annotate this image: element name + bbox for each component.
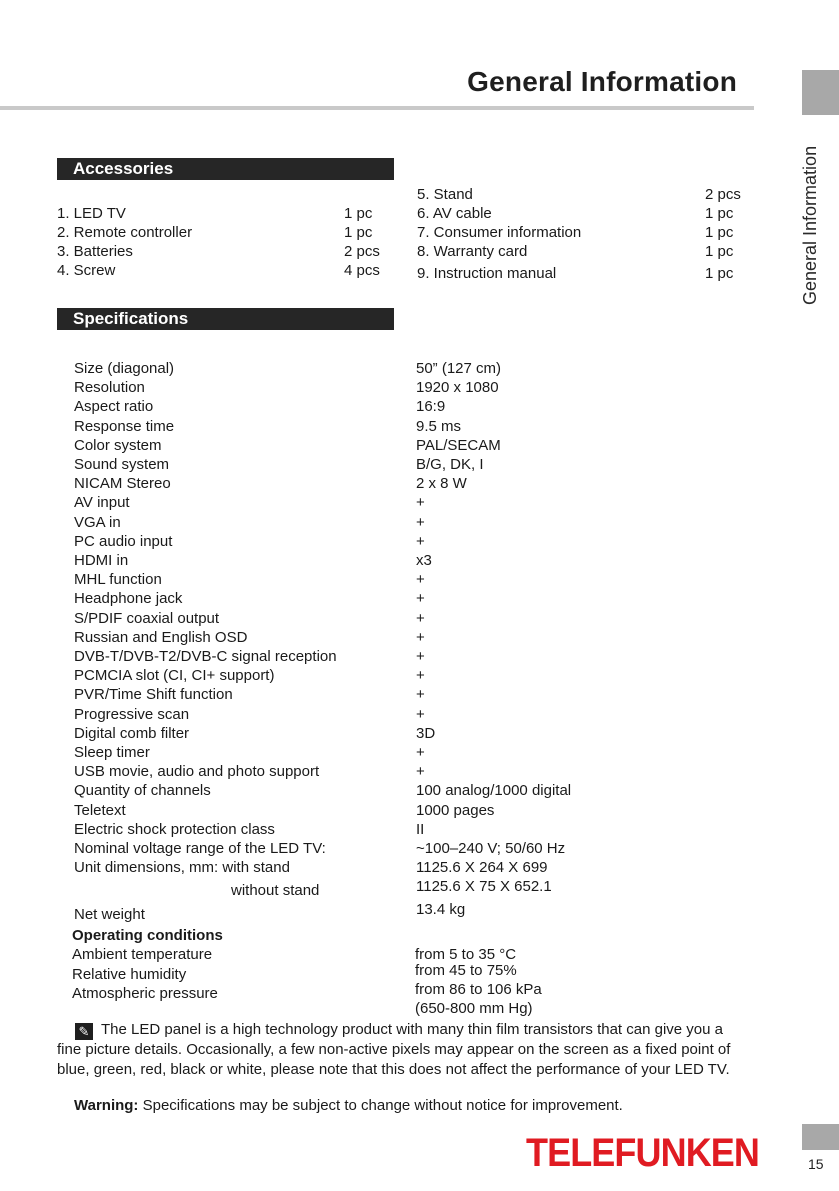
- spec-value: 1920 x 1080: [416, 379, 499, 397]
- accessory-name: 1. LED TV: [57, 205, 126, 222]
- spec-label: Size (diagonal): [74, 360, 175, 377]
- spec-value: +: [416, 763, 425, 781]
- page-number: 15: [808, 1156, 824, 1172]
- spec-value: 3D: [416, 724, 436, 742]
- note-text: The LED panel is a high technology product with many thin film transistors that can give you a fine picture details. Occasionally, a few non-active pixels may appear on the screen as a fixed point of blue, green, red, black or white, please note that this does not affect the performance of your LED TV.: [57, 1021, 731, 1078]
- spec-label: Color system: [74, 436, 162, 454]
- spec-label: Resolution: [74, 379, 145, 397]
- accessories-right-list: [417, 185, 747, 285]
- accessories-heading: Accessories: [57, 158, 394, 180]
- spec-label: without stand: [231, 882, 320, 899]
- operating-conditions-table: [72, 945, 752, 1025]
- accessory-qty: 1 pc: [705, 224, 734, 241]
- spec-label: Nominal voltage range of the LED TV:: [74, 840, 326, 857]
- operating-value: from 86 to 106 kPa: [415, 981, 542, 998]
- spec-label: Sound system: [74, 456, 170, 473]
- accessory-qty: 1 pc: [705, 265, 734, 282]
- accessory-qty: 1 pc: [344, 224, 373, 241]
- spec-value: PAL/SECAM: [416, 436, 501, 454]
- spec-value: +: [416, 686, 425, 704]
- accessory-qty: 4 pcs: [344, 262, 380, 279]
- accessory-name: 8. Warranty card: [417, 243, 528, 260]
- accessory-name: 3. Batteries: [57, 243, 133, 260]
- spec-value: +: [416, 744, 425, 761]
- spec-value: ~100–240 V; 50/60 Hz: [416, 840, 566, 857]
- spec-value: 16:9: [416, 398, 446, 416]
- spec-value: 100 analog/1000 digital: [416, 782, 572, 800]
- accessory-qty: 1 pc: [344, 205, 373, 222]
- specifications-heading: Specifications: [57, 308, 394, 330]
- spec-label: Progressive scan: [74, 705, 190, 723]
- operating-value: from 45 to 75%: [415, 962, 517, 979]
- spec-label: Teletext: [74, 801, 126, 819]
- spec-value: +: [416, 667, 425, 685]
- warning-line: [74, 1096, 623, 1115]
- warning-text: Specifications may be subject to change without notice for improvement.: [138, 1097, 623, 1114]
- spec-label: USB movie, audio and photo support: [74, 763, 320, 781]
- accessory-qty: 2 pcs: [705, 186, 741, 203]
- spec-label: Aspect ratio: [74, 398, 154, 416]
- spec-value: +: [416, 648, 425, 665]
- spec-label: Response time: [74, 417, 175, 435]
- spec-label: Net weight: [74, 906, 145, 923]
- title-divider: [0, 106, 754, 110]
- spec-value: 2 x 8 W: [416, 475, 467, 493]
- operating-label: Ambient temperature: [72, 946, 213, 963]
- spec-label: PC audio input: [74, 532, 173, 550]
- spec-label: Headphone jack: [74, 590, 183, 608]
- spec-value: 1000 pages: [416, 801, 495, 819]
- accessory-qty: 1 pc: [705, 205, 734, 222]
- operating-label: Relative humidity: [72, 965, 187, 983]
- spec-label: Russian and English OSD: [74, 628, 248, 646]
- spec-value: 50” (127 cm): [416, 360, 502, 377]
- accessory-name: 7. Consumer information: [417, 224, 582, 241]
- led-panel-note: [57, 1020, 747, 1079]
- accessories-left-list: [57, 204, 387, 284]
- spec-value: +: [416, 609, 425, 627]
- accessory-name: 6. AV cable: [417, 205, 492, 222]
- spec-label: AV input: [74, 494, 130, 512]
- spec-value: x3: [416, 552, 432, 569]
- spec-label: S/PDIF coaxial output: [74, 609, 220, 627]
- specifications-table: [74, 359, 754, 929]
- spec-label: Sleep timer: [74, 744, 150, 761]
- spec-label: DVB-T/DVB-T2/DVB-C signal reception: [74, 648, 337, 665]
- spec-value: B/G, DK, I: [416, 456, 484, 473]
- spec-value: 1125.6 X 264 X 699: [416, 859, 548, 877]
- spec-label: PCMCIA slot (CI, CI+ support): [74, 667, 275, 685]
- spec-label: MHL function: [74, 571, 162, 589]
- spec-value: II: [416, 820, 425, 838]
- spec-value: 13.4 kg: [416, 901, 466, 918]
- spec-label: VGA in: [74, 513, 121, 531]
- spec-value: +: [416, 513, 425, 531]
- spec-value: 1125.6 X 75 X 652.1: [416, 878, 552, 895]
- spec-value: +: [416, 571, 425, 589]
- spec-label: PVR/Time Shift function: [74, 686, 233, 704]
- spec-value: +: [416, 628, 425, 646]
- spec-value: +: [416, 590, 425, 608]
- spec-label: Electric shock protection class: [74, 820, 275, 838]
- spec-label: NICAM Stereo: [74, 475, 171, 493]
- spec-value: +: [416, 532, 425, 550]
- accessory-qty: 1 pc: [705, 243, 734, 260]
- operating-value: (650-800 mm Hg): [415, 1000, 533, 1017]
- spec-value: 9.5 ms: [416, 417, 462, 435]
- spec-value: +: [416, 705, 425, 723]
- side-section-label: General Information: [800, 145, 820, 305]
- page-title: General Information: [467, 66, 737, 97]
- accessory-name: 5. Stand: [417, 186, 473, 203]
- operating-value: from 5 to 35 °C: [415, 946, 517, 963]
- operating-conditions-heading: Operating conditions: [72, 927, 223, 944]
- spec-value: +: [416, 494, 425, 512]
- warning-label: Warning:: [74, 1097, 139, 1114]
- pencil-note-icon: ✎: [75, 1023, 93, 1040]
- spec-label: Quantity of channels: [74, 782, 211, 800]
- accessory-name: 9. Instruction manual: [417, 265, 557, 282]
- spec-label: HDMI in: [74, 552, 129, 569]
- accessory-name: 2. Remote controller: [57, 224, 193, 241]
- spec-label: Unit dimensions, mm: with stand: [74, 859, 290, 877]
- accessory-name: 4. Screw: [57, 262, 116, 279]
- telefunken-logo: TELEFUNKEN: [526, 1131, 760, 1175]
- accessory-qty: 2 pcs: [344, 243, 380, 260]
- spec-label: Digital comb filter: [74, 724, 190, 742]
- operating-label: Atmospheric pressure: [72, 985, 218, 1002]
- page-tab-marker: [802, 1124, 839, 1150]
